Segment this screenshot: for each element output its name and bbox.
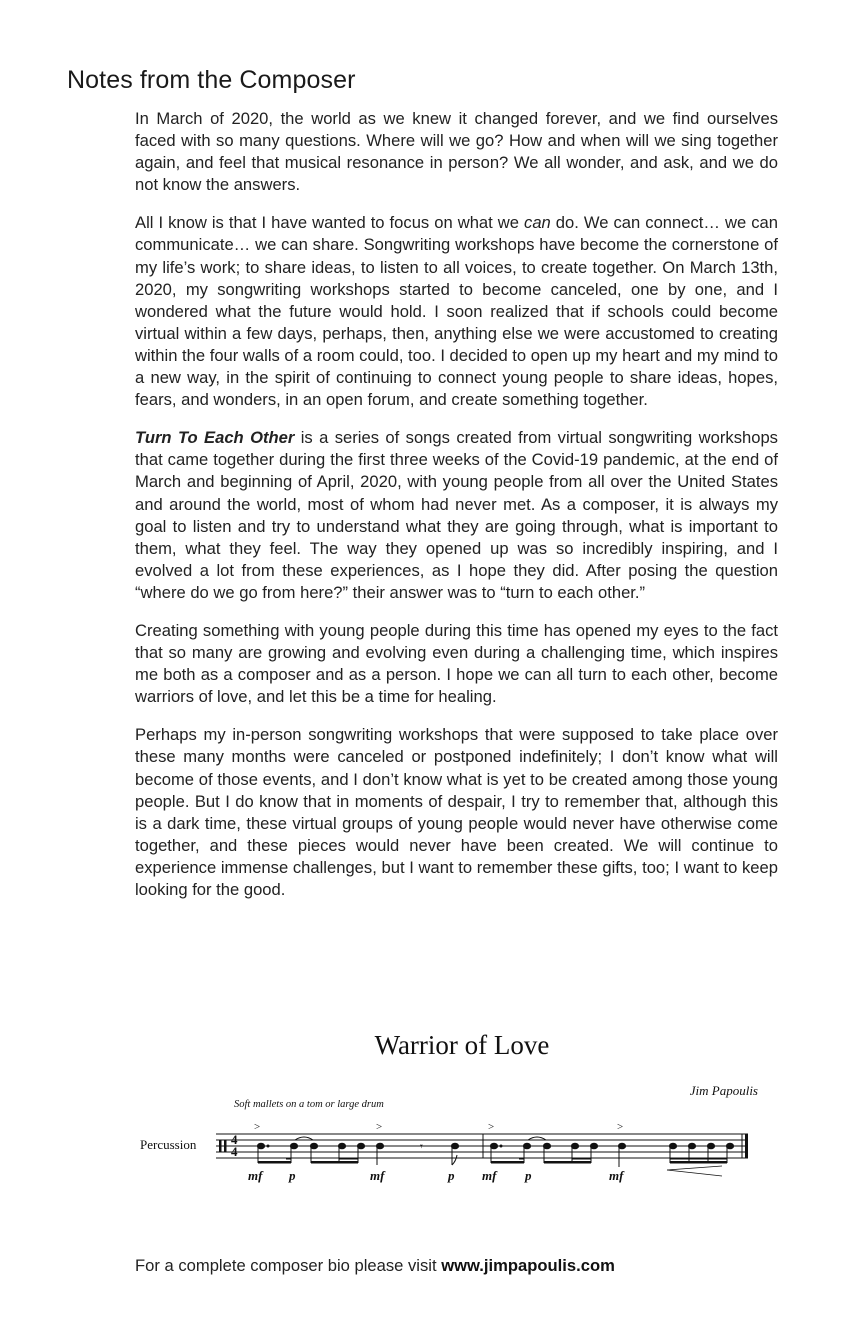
svg-text:mf: mf xyxy=(609,1168,624,1183)
score-instruction: Soft mallets on a tom or large drum xyxy=(234,1099,384,1110)
svg-text:mf: mf xyxy=(248,1168,263,1183)
svg-text:p: p xyxy=(525,1168,532,1183)
paragraph-4: Creating something with young people during this time has opened my eyes to the fact that so many are growing and evolving even during a challenging time, which inspires me both as a composer and as a person. I hope we can all turn to each other, become warriors of love, and let this be a time for healing. xyxy=(135,620,778,707)
composer-notes xyxy=(135,108,778,917)
score-title: Warrior of Love xyxy=(374,1030,550,1060)
footer-bio-line xyxy=(135,1256,615,1276)
instrument-label: Percussion xyxy=(140,1137,197,1152)
paragraph-2-text-b: do. We can connect… we can communicate… we can share. Songwriting workshops have become the cornerstone of my life’s work; to share ideas, to listen to all voices, to create together. On March 13th, 2020, my songwriting workshops started to become canceled, one by one, and I wondered what the future would hold. I soon realized that if schools could become virtual within a few days, perhaps, then, anything else we were accustomed to creating within the four walls of a room could, too. I decided to open up my heart and my mind to a new way, in the spirit of continuing to connect young people to share ideas, hopes, fears, and wonders, in an open forum, and create something together. xyxy=(135,213,778,410)
work-title: Turn To Each Other xyxy=(135,428,295,448)
dynamics xyxy=(248,1168,625,1183)
paragraph-3-text: is a series of songs created from virtual songwriting workshops that came together during the first three weeks of the Covid-19 pandemic, at the end of March and beginning of April, 2020, with young people from all over the United States and around the world, most of whom had never met. As a composer, it is always my goal to listen and try to understand what they are going through, what is important to them, what they feel. The way they opened up was so incredibly inspiring, and I evolved a lot from these experiences, as I hope they did. After posing the question “where do we go from here?” their answer was to “turn to each other.” xyxy=(135,428,778,602)
svg-text:p: p xyxy=(289,1168,296,1183)
paragraph-1: In March of 2020, the world as we knew it changed forever, and we find ourselves faced with so many questions. Where will we go? How and when will we sing together again, and feel that musical resonance in person? We all wonder, and ask, and we do not know the answers. xyxy=(135,109,778,195)
page-title: Notes from the Composer xyxy=(67,66,356,94)
svg-text:4: 4 xyxy=(231,1132,238,1147)
time-signature xyxy=(231,1132,238,1159)
paragraph-3 xyxy=(135,427,778,604)
svg-text:>: > xyxy=(488,1121,495,1133)
paragraph-5: Perhaps my in-person songwriting workshops that were supposed to take place over these many months were canceled or postponed indefinitely; I don’t know what will become of those events, and I don’t know what is yet to be created among those young people. But I do know that in moments of despair, I try to remember that, although this is a dark time, these virtual groups of young people would never have otherwise come together, and these pieces would never have been created. We will continue to experience immense challenges, but I want to remember these gifts, too; I want to keep looking for the good. xyxy=(135,725,778,899)
music-score-excerpt xyxy=(130,1020,770,1200)
percussion-staff xyxy=(130,1020,770,1200)
website-link[interactable]: www.jimpapoulis.com xyxy=(441,1256,615,1275)
footer-text: For a complete composer bio please visit xyxy=(135,1256,442,1275)
svg-text:4: 4 xyxy=(231,1144,238,1159)
svg-text:mf: mf xyxy=(370,1168,385,1183)
svg-text:mf: mf xyxy=(482,1168,497,1183)
svg-text:𝄾: 𝄾 xyxy=(420,1140,423,1153)
svg-text:>: > xyxy=(254,1121,261,1133)
score-composer: Jim Papoulis xyxy=(689,1083,758,1098)
svg-text:p: p xyxy=(448,1168,455,1183)
paragraph-2-text-a: All I know is that I have wanted to focus on what we xyxy=(135,213,525,233)
paragraph-2-emphasis: can xyxy=(524,213,551,233)
svg-text:>: > xyxy=(617,1121,624,1133)
svg-text:>: > xyxy=(376,1121,383,1133)
paragraph-2 xyxy=(135,212,778,411)
